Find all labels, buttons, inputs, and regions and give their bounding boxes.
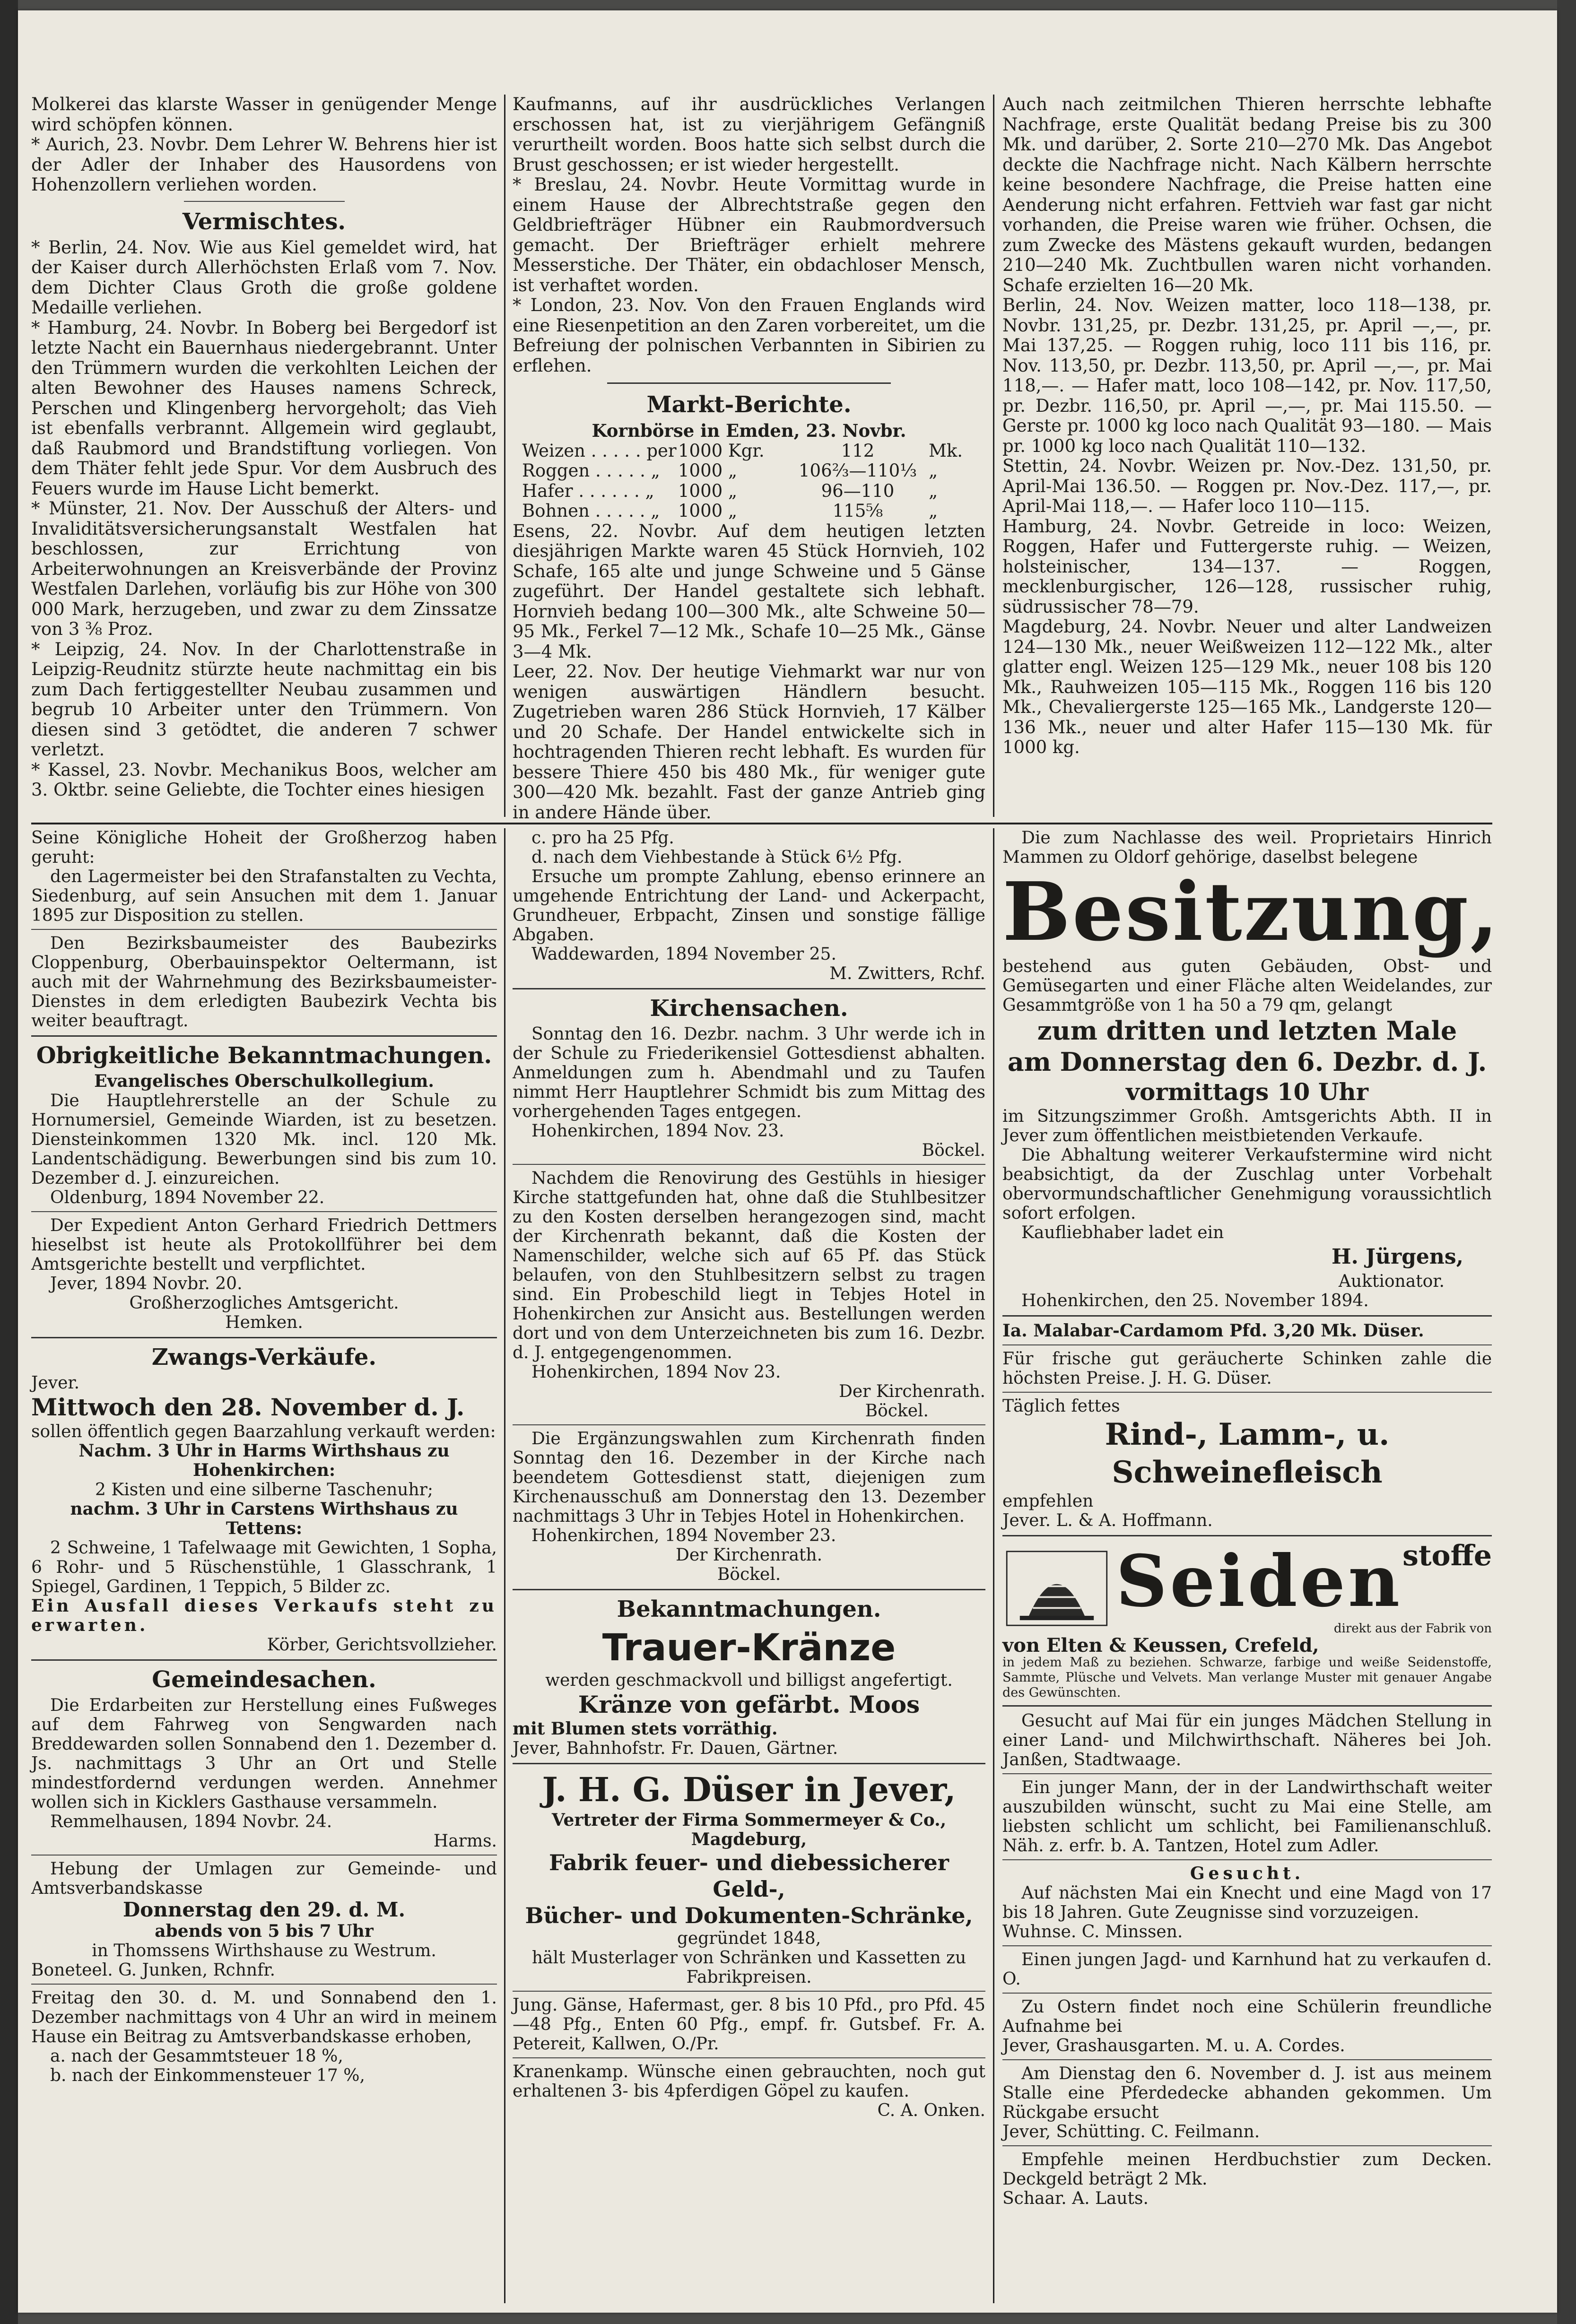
column-rule	[504, 95, 505, 817]
divider	[31, 1337, 497, 1338]
auction-line: am Donnerstag den 6. Dezbr. d. J.	[1007, 1047, 1487, 1077]
column-rule	[504, 828, 505, 2303]
paragraph: mit Blumen stets vorräthig.	[513, 1719, 778, 1739]
paragraph: Empfehle meinen Herdbuchstier zum Decken. Deckgeld beträgt 2 Mk.	[1002, 2150, 1492, 2189]
market-item: Hafer . . . . . . „	[522, 480, 654, 501]
column-top-right	[1002, 95, 1492, 758]
dateline: Hohenkirchen, 1894 Nov 23.	[531, 1362, 781, 1382]
divider	[1002, 1344, 1492, 1345]
paragraph: Zu Ostern findet noch eine Schülerin freundliche Aufnahme bei	[1002, 1997, 1492, 2036]
dateline: Waddewarden, 1894 November 25.	[531, 945, 836, 964]
ad-title: Trauer-Kränze	[602, 1627, 896, 1669]
seiden-ad	[1002, 1541, 1492, 1636]
market-item: Weizen . . . . . per	[522, 440, 677, 461]
paragraph: Hebung der Umlagen zur Gemeinde- und Amtsverbandskasse	[31, 1859, 497, 1898]
paragraph: c. pro ha 25 Pfg.	[531, 828, 674, 848]
paragraph: Kaufmanns, auf ihr ausdrückliches Verlangen erschossen hat, ist zu vierjährigem Gefängniß verurtheilt worden. Boos hatte sich selbst durch die Brust geschossen; er ist wieder hergestellt.	[513, 94, 985, 175]
paragraph: Auf nächsten Mai ein Knecht und eine Magd von 17 bis 18 Jahren. Gute Zeugnisse sind vorzuzeigen.	[1002, 1883, 1492, 1922]
paragraph: abends von 5 bis 7 Uhr	[155, 1921, 374, 1941]
divider	[607, 382, 891, 384]
newspaper-page	[18, 10, 1557, 2313]
paragraph: Vertreter der Firma Sommermeyer & Co., Magdeburg,	[551, 1810, 947, 1849]
divider	[1002, 1859, 1492, 1860]
paragraph: gegründet 1848,	[677, 1929, 821, 1948]
paragraph: Kranenkamp. Wünsche einen gebrauchten, noch gut erhaltenen 3- bis 4pferdigen Göpel zu kaufen.	[513, 2062, 985, 2101]
paragraph: * Hamburg, 24. Novbr. In Boberg bei Bergedorf ist letzte Nacht ein Bauernhaus niedergebrannt. Unter den Trümmern wurden die verkohlten Leichen der alten Bewohner des Hauses namens Schreck, Perschen und Klingenberg hervorgeholt; das Vieh ist ebenfalls verbrannt. Allgemein wird geglaubt, daß Raubmord und Brandstiftung vorliegen. Von dem Thäter fehlt jede Spur. Vor dem Ausbruch des Feuers wurde im Hause Licht bemerkt.	[31, 317, 497, 499]
dateline: Remmelhausen, 1894 Novbr. 24.	[50, 1812, 332, 1831]
paragraph: Die Erdarbeiten zur Herstellung eines Fußweges auf dem Fahrweg von Sengwarden nach Breddewarden sollen Sonnabend den 1. Dezember d. Js. nachmittags 3 Uhr an Ort und Stelle mindestfordernd verdungen werden. Annehmer wollen sich in Kicklers Gasthause versammeln.	[31, 1696, 497, 1812]
beehive-logo-icon	[1002, 1544, 1111, 1633]
seiden-direct: direkt aus der Fabrik von	[1333, 1622, 1492, 1636]
market-row	[522, 481, 985, 502]
paragraph: bestehend aus guten Gebäuden, Obst- und Gemüsegarten und einer Fläche alten Weidelandes, zur Gesammtgröße von 1 ha 50 a 79 qm, gelangt	[1002, 957, 1492, 1015]
paragraph: in Thomssens Wirthshause zu Westrum.	[92, 1941, 436, 1960]
paragraph: in jedem Maß zu beziehen. Schwarze, farbige und weiße Seidenstoffe, Sammte, Plüsche und Velvets. Man verlange Muster mit genauer Angabe des Gewünschten.	[1002, 1655, 1492, 1700]
market-unit: „	[929, 480, 938, 501]
divider	[1002, 1535, 1492, 1536]
market-qty: 1000 Kgr.	[678, 440, 765, 461]
auction-line: zum dritten und letzten Male	[1037, 1015, 1457, 1046]
dateline: Hohenkirchen, 1894 November 23.	[531, 1526, 836, 1545]
paragraph: empfehlen	[1002, 1492, 1094, 1511]
paragraph: Die Hauptlehrerstelle an der Schule zu Hornumersiel, Gemeinde Wiarden, ist zu besetzen. Diensteinkommen 1320 Mk. incl. 120 Mk. Landentschädigung. Bewerbungen sind bis zum 10. Dezember d. J. einzureichen.	[31, 1091, 497, 1188]
divider	[513, 1991, 985, 1992]
paragraph: den Lagermeister bei den Strafanstalten zu Vechta, Siedenburg, auf sein Ansuchen mit dem 1. Januar 1895 zur Disposition zu stellen.	[31, 867, 497, 925]
column-top-left	[31, 95, 497, 800]
dateline: Jever, 1894 Novbr. 20.	[50, 1274, 243, 1293]
divider	[31, 1035, 497, 1037]
paragraph: Berlin, 24. Nov. Weizen matter, loco 118—138, pr. Novbr. 131,25, pr. Dezbr. 131,25, pr. April —,—, pr. Mai 137,25. — Roggen ruhig, loco 111 bis 116, pr. Nov. 113,50, pr. Dezbr. 113,50, pr. April —,—, pr. Mai 118,—. — Hafer matt, loco 108—142, pr. Nov. 117,50, pr. Dezbr. 116,50, pr. April —,—, pr. Mai 115.50. — Gerste pr. 1000 kg loco nach Qualität 93—180. — Mais pr. 1000 kg loco nach Qualität 110—132.	[1002, 295, 1492, 456]
column-bottom-middle	[513, 828, 985, 2120]
paragraph: Stettin, 24. Novbr. Weizen pr. Nov.-Dez. 131,50, pr. April-Mai 136.50. — Roggen pr. Nov.-Dez. 117,—, pr. April-Mai 118,—. — Hafer loco 110—115.	[1002, 456, 1492, 516]
signature: M. Zwitters, Rchf.	[829, 964, 985, 983]
signature: Auktionator.	[1338, 1272, 1445, 1291]
paragraph: Am Dienstag den 6. November d. J. ist aus meinem Stalle eine Pferdedecke abhanden gekommen. Um Rückgabe ersucht	[1002, 2064, 1492, 2122]
signature: Harms.	[433, 1831, 497, 1851]
section-heading: Markt-Berichte.	[646, 391, 852, 418]
divider	[31, 1211, 497, 1212]
column-bottom-right	[1002, 828, 1500, 2208]
paragraph: sollen öffentlich gegen Baarzahlung verkauft werden:	[31, 1422, 496, 1441]
seiden-firm: von Elten & Keussen, Crefeld,	[1002, 1634, 1319, 1656]
place: Jever.	[31, 1373, 80, 1393]
ad-title: Rind-, Lamm-, u. Schweinefleisch	[1105, 1417, 1390, 1490]
paragraph: Sonntag den 16. Dezbr. nachm. 3 Uhr werde ich in der Schule zu Friederikensiel Gottesdienst abhalten. Anmeldungen zum h. Abendmahl und zu Taufen nimmt Herr Hauptlehrer Schmidt bis zum Mittag des vorhergehenden Tages entgegen.	[513, 1024, 985, 1121]
paragraph: im Sitzungszimmer Großh. Amtsgerichts Abth. II in Jever zum öffentlichen meistbietenden Verkaufe.	[1002, 1107, 1492, 1145]
paragraph: nachm. 3 Uhr in Carstens Wirthshaus zu Tettens:	[70, 1499, 458, 1538]
paragraph: Nachm. 3 Uhr in Harms Wirthshaus zu Hohenkirchen:	[78, 1441, 450, 1480]
paragraph: 2 Kisten und eine silberne Taschenuhr;	[95, 1480, 433, 1500]
market-item: Roggen . . . . . „	[522, 460, 660, 481]
paragraph: Hamburg, 24. Novbr. Getreide in loco: Weizen, Roggen, Hafer und Futtergerste ruhig. — Weizen, holsteinischer, 134—137. — Roggen, mecklenburgischer, 126—128, russischer ruhig, südrussischer 78—79.	[1002, 516, 1492, 617]
section-heading: Gemeindesachen.	[152, 1666, 376, 1693]
paragraph: Molkerei das klarste Wasser in genügender Menge wird schöpfen können.	[31, 94, 497, 135]
divider	[31, 1984, 497, 1985]
section-rule	[31, 823, 1492, 824]
divider	[184, 201, 345, 202]
column-rule	[993, 828, 994, 2303]
signature: C. A. Onken.	[877, 2101, 985, 2120]
paragraph: Die Abhaltung weiterer Verkaufstermine wird nicht beabsichtigt, da der Zuschlag unter Vorbehalt obervormundschaftlicher Genehmigung voraussichtlich sofort erfolgen.	[1002, 1145, 1492, 1223]
paragraph: Für frische gut geräucherte Schinken zahle die höchsten Preise. J. H. G. Düser.	[1002, 1349, 1492, 1388]
section-heading: Bekanntmachungen.	[617, 1596, 881, 1622]
ad-title: J. H. G. Düser in Jever,	[542, 1770, 956, 1809]
divider	[513, 1164, 985, 1165]
market-unit: Mk.	[929, 440, 963, 461]
ad-title: Bücher- und Dokumenten-Schränke,	[525, 1903, 973, 1928]
signature: Böckel.	[865, 1401, 929, 1421]
divider	[513, 988, 985, 989]
paragraph: Jung. Gänse, Hafermast, ger. 8 bis 10 Pfd., pro Pfd. 45—48 Pfg., Enten 60 Pfg., empf. fr. Gutsbef. Fr. A. Petereit, Kallwen, O./Pr.	[513, 1995, 985, 2054]
divider	[1002, 1993, 1492, 1994]
column-bottom-left	[31, 828, 497, 2085]
market-qty: 1000 „	[678, 480, 738, 501]
signature: Jever. L. & A. Hoffmann.	[1002, 1511, 1213, 1530]
sub-heading: Evangelisches Oberschulkollegium.	[94, 1071, 434, 1091]
signature: Jever, Bahnhofstr. Fr. Dauen, Gärtner.	[513, 1739, 838, 1758]
signature: Großherzogliches Amtsgericht.	[129, 1293, 399, 1313]
paragraph: Der Expedient Anton Gerhard Friedrich Dettmers hieselbst ist heute als Protokollführer bei dem Amtsgerichte bestellt und verpflichtet.	[31, 1216, 497, 1274]
divider	[1002, 1945, 1492, 1946]
ad-title: Kränze von gefärbt. Moos	[578, 1691, 920, 1718]
divider	[513, 2057, 985, 2058]
paragraph: Gesucht auf Mai für ein junges Mädchen Stellung in einer Land- und Milchwirthschaft. Näheres bei Joh. Janßen, Stadtwaage.	[1002, 1711, 1492, 1769]
column-top-middle	[513, 95, 985, 823]
market-unit: „	[929, 501, 938, 521]
paragraph: Den Bezirksbaumeister des Baubezirks Cloppenburg, Oberbauinspektor Oeltermann, ist auch mit der Wahrnehmung des Bezirksbaumeister-Dienstes in dem erledigten Baubezirk Vechta bis weiter beauftragt.	[31, 934, 497, 1031]
paragraph: * Leipzig, 24. Nov. In der Charlottenstraße in Leipzig-Reudnitz stürzte heute nachmittag ein bis zum Dach fertiggestellter Neubau zusammen und begrub 10 Arbeiter unter den Trümmern. Von diesen sind 3 getödtet, die anderen 7 schwer verletzt.	[31, 639, 497, 760]
divider	[1002, 2059, 1492, 2060]
paragraph: werden geschmackvoll und billigst angefertigt.	[545, 1671, 953, 1690]
signature: Der Kirchenrath.	[838, 1382, 985, 1401]
paragraph: Ein junger Mann, der in der Landwirthschaft weiter auszubilden wünscht, sucht zu Mai eine Stelle, am liebsten schlicht um schlicht, bei Familienanschluß. Näh. z. erfr. b. A. Tantzen, Hotel zum Adler.	[1002, 1778, 1492, 1856]
divider	[513, 1424, 985, 1425]
market-row	[522, 441, 985, 461]
paragraph: Die Ergänzungswahlen zum Kirchenrath finden Sonntag den 16. Dezember in der Kirche nach beendetem Gottesdienst statt, diejenigen zum Kirchenausschuß am Donnerstag den 13. Dezember nachmittags 3 Uhr in Tebjes Hotel in Hohenkirchen.	[513, 1429, 985, 1526]
market-unit: „	[929, 460, 938, 481]
signature: H. Jürgens,	[1331, 1245, 1463, 1269]
divider	[1002, 2145, 1492, 2146]
paragraph: Ein Ausfall dieses Verkaufs steht zu erwarten.	[31, 1596, 497, 1635]
paragraph: * Kassel, 23. Novbr. Mechanikus Boos, welcher am 3. Oktbr. seine Geliebte, die Tochter eines hiesigen	[31, 759, 497, 800]
divider	[513, 1589, 985, 1590]
ad-title: Fabrik feuer- und diebessicherer Geld-,	[549, 1850, 949, 1902]
paragraph: Auch nach zeitmilchen Thieren herrschte lebhafte Nachfrage, erste Qualität bedang Preise bis zu 300 Mk. und darüber, 2. Sorte 210—270 Mk. Das Angebot deckte die Nachfrage nicht. Nach Kälbern herrschte keine besondere Nachfrage, die Preise hatten eine Aenderung nicht erfahren. Fettvieh war fast gar nicht vorhanden, die Preise waren wie früher. Ochsen, die zum Zwecke des Mästens gekauft wurden, bedangen 210—240 Mk. Zuchtbullen waren nicht vorhanden. Schafe erzielten 16—20 Mk.	[1002, 94, 1492, 295]
paragraph: * Berlin, 24. Nov. Wie aus Kiel gemeldet wird, hat der Kaiser durch Allerhöchsten Erlaß vom 7. Nov. dem Dichter Claus Groth die große goldene Medaille verliehen.	[31, 237, 497, 318]
paragraph: Magdeburg, 24. Novbr. Neuer und alter Landweizen 124—130 Mk., neuer Weißweizen 112—122 Mk., alter glatter engl. Weizen 125—129 Mk., neuer 108 bis 120 Mk., Rauhweizen 105—115 Mk., Roggen 116 bis 120 Mk., Chevaliergerste 125—165 Mk., Landgerste 120—136 Mk., neuer und alter Hafer 115—130 Mk. für 1000 kg.	[1002, 616, 1492, 757]
paragraph: Täglich fettes	[1002, 1396, 1120, 1416]
signature: Schaar. A. Lauts.	[1002, 2189, 1149, 2208]
divider	[31, 1855, 497, 1856]
signature: Wuhnse. C. Minssen.	[1002, 1922, 1183, 1942]
column-rule	[993, 95, 994, 817]
divider	[1002, 1315, 1492, 1317]
signature: Jever, Schütting. C. Feilmann.	[1002, 2122, 1260, 2142]
paragraph: Kaufliebhaber ladet ein	[1021, 1223, 1224, 1242]
paragraph: * Aurich, 23. Novbr. Dem Lehrer W. Behrens hier ist der Adler der Inhaber des Hausordens von Hohenzollern verliehen worden.	[31, 134, 497, 195]
paragraph: Freitag den 30. d. M. und Sonnabend den 1. Dezember nachmittags von 4 Uhr an wird in meinem Hause ein Beitrag zu Amtsverbandskasse erhoben,	[31, 1988, 497, 2047]
paragraph: Nachdem die Renovirung des Gestühls in hiesiger Kirche stattgefunden hat, ohne daß die Stuhlbesitzer zu den Kosten derselben herangezogen sind, macht der Kirchenrath bekannt, daß die Kosten der Namenschilder, welche sich auf 65 Pf. das Stück belaufen, von den Stuhlbesitzern selbst zu tragen sind. Ein Probeschild liegt in Tebjes Hotel in Hohenkirchen zur Ansicht aus. Bestellungen werden dort und von dem Unterzeichneten bis zum 16. Dezbr. d. J. entgegengenommen.	[513, 1169, 985, 1362]
paragraph: Donnerstag den 29. d. M.	[122, 1898, 406, 1921]
section-heading: Obrigkeitliche Bekanntmachungen.	[36, 1042, 492, 1069]
paragraph: Einen jungen Jagd- und Karnhund hat zu verkaufen d. O.	[1002, 1950, 1492, 1989]
market-table	[513, 441, 985, 521]
paragraph: Esens, 22. Novbr. Auf dem heutigen letzten diesjährigen Markte waren 45 Stück Hornvieh, 102 Schafe, 165 alte und junge Schweine und 5 Gänse zugeführt. Der Handel gestaltete sich lebhaft. Hornvieh bedang 100—300 Mk., alte Schweine 50—95 Mk., Ferkel 7—12 Mk., Schafe 10—25 Mk., Gänse 3—4 Mk.	[513, 520, 985, 662]
signature: Böckel.	[717, 1565, 781, 1584]
signature: Körber, Gerichtsvollzieher.	[267, 1635, 497, 1655]
divider	[513, 1763, 985, 1764]
dateline: Oldenburg, 1894 November 22.	[50, 1188, 325, 1207]
signature: Böckel.	[922, 1141, 985, 1160]
section-heading: Zwangs-Verkäufe.	[151, 1344, 377, 1370]
market-price: 115⅝	[832, 501, 883, 521]
market-qty: 1000 „	[678, 460, 738, 481]
paragraph: hält Musterlager von Schränken und Kassetten zu Fabrikpreisen.	[531, 1948, 966, 1987]
sub-heading: Gesucht.	[1190, 1864, 1305, 1883]
market-price: 112	[841, 440, 875, 461]
paragraph: Seine Königliche Hoheit der Großherzog haben geruht:	[31, 828, 497, 867]
paragraph: b. nach der Einkommensteuer 17 %,	[50, 2066, 365, 2085]
signature: Hemken.	[225, 1313, 303, 1332]
divider	[1002, 1705, 1492, 1707]
paragraph: Ersuche um prompte Zahlung, ebenso erinnere an umgehende Entrichtung der Land- und Ackerpacht, Grundheuer, Erbpacht, Zinsen und sonstige fällige Abgaben.	[513, 867, 985, 945]
paragraph: * Münster, 21. Nov. Der Ausschuß der Alters- und Invaliditätsversicherungsanstalt Westfalen hat beschlossen, zur Errichtung von Arbeiterwohnungen an Kreisverbände der Provinz Westfalen Darlehen, vorläufig bis zur Höhe von 300 000 Mark, herzugeben, und zwar zu dem Zinssatze von 3 ⅜ Proz.	[31, 498, 497, 639]
paragraph: Ia. Malabar-Cardamom Pfd. 3,20 Mk. Düser.	[1002, 1321, 1424, 1341]
sale-date: Mittwoch den 28. November d. J.	[31, 1393, 465, 1421]
market-price: 106⅔—110⅓	[799, 460, 917, 481]
market-item: Bohnen . . . . . „	[522, 501, 660, 521]
ad-title-besitzung: Besitzung,	[1002, 865, 1500, 959]
scan-edge-left	[0, 0, 18, 2324]
seiden-title-suffix: stoffe	[1402, 1539, 1492, 1572]
market-row	[522, 501, 985, 521]
auction-line: vormittags 10 Uhr	[1125, 1078, 1369, 1106]
dateline: Hohenkirchen, den 25. November 1894.	[1021, 1291, 1369, 1310]
paragraph: a. nach der Gesammtsteuer 18 %,	[50, 2047, 343, 2066]
paragraph: * London, 23. Nov. Von den Frauen Englands wird eine Riesenpetition an den Zaren vorbereitet, um die Befreiung der polnischen Verbannten in Sibirien zu erflehen.	[513, 295, 985, 376]
market-qty: 1000 „	[678, 501, 738, 521]
seiden-text-block	[1116, 1541, 1492, 1636]
section-heading: Vermischtes.	[182, 208, 346, 235]
market-row	[522, 461, 985, 481]
divider	[31, 929, 497, 930]
signature: Boneteel. G. Junken, Rchnfr.	[31, 1960, 276, 1980]
paragraph: d. nach dem Viehbestande à Stück 6½ Pfg.	[531, 848, 903, 867]
dateline: Hohenkirchen, 1894 Nov. 23.	[531, 1121, 784, 1141]
paragraph: 2 Schweine, 1 Tafelwaage mit Gewichten, 1 Sopha, 6 Rohr- und 5 Rüschenstühle, 1 Glasschrank, 1 Spiegel, Gardinen, 1 Teppich, 5 Bilder zc.	[31, 1538, 497, 1596]
divider	[31, 1659, 497, 1661]
divider	[1002, 1773, 1492, 1774]
sub-heading: Kornbörse in Emden, 23. Novbr.	[592, 420, 906, 441]
signature: Der Kirchenrath.	[675, 1545, 823, 1565]
section-heading: Kirchensachen.	[650, 995, 848, 1022]
seiden-title: Seiden	[1115, 1540, 1403, 1623]
divider	[1002, 1392, 1492, 1393]
paragraph: * Breslau, 24. Novbr. Heute Vormittag wurde in einem Hause der Albrechtstraße gegen den Geldbriefträger Hübner ein Raubmordversuch gemacht. Der Briefträger erhielt mehrere Messerstiche. Der Thäter, ein obdachloser Mensch, ist verhaftet worden.	[513, 174, 985, 295]
paragraph: Leer, 22. Nov. Der heutige Viehmarkt war nur von wenigen auswärtigen Händlern besucht. Zugetrieben waren 286 Stück Hornvieh, 17 Kälber und 20 Schafe. Der Handel entwickelte sich in hochtragenden Thieren recht lebhaft. Es wurden für bessere Thiere 450 bis 480 Mk., für weniger gute 300—420 Mk. bezahlt. Fast der ganze Antrieb ging in andere Hände über.	[513, 661, 985, 823]
scan-edge-right	[1557, 0, 1576, 2324]
signature: Jever, Grashausgarten. M. u. A. Cordes.	[1002, 2036, 1345, 2055]
paragraph: Die zum Nachlasse des weil. Proprietairs Hinrich Mammen zu Oldorf gehörige, daselbst belegene	[1002, 828, 1492, 867]
market-price: 96—110	[821, 480, 895, 501]
